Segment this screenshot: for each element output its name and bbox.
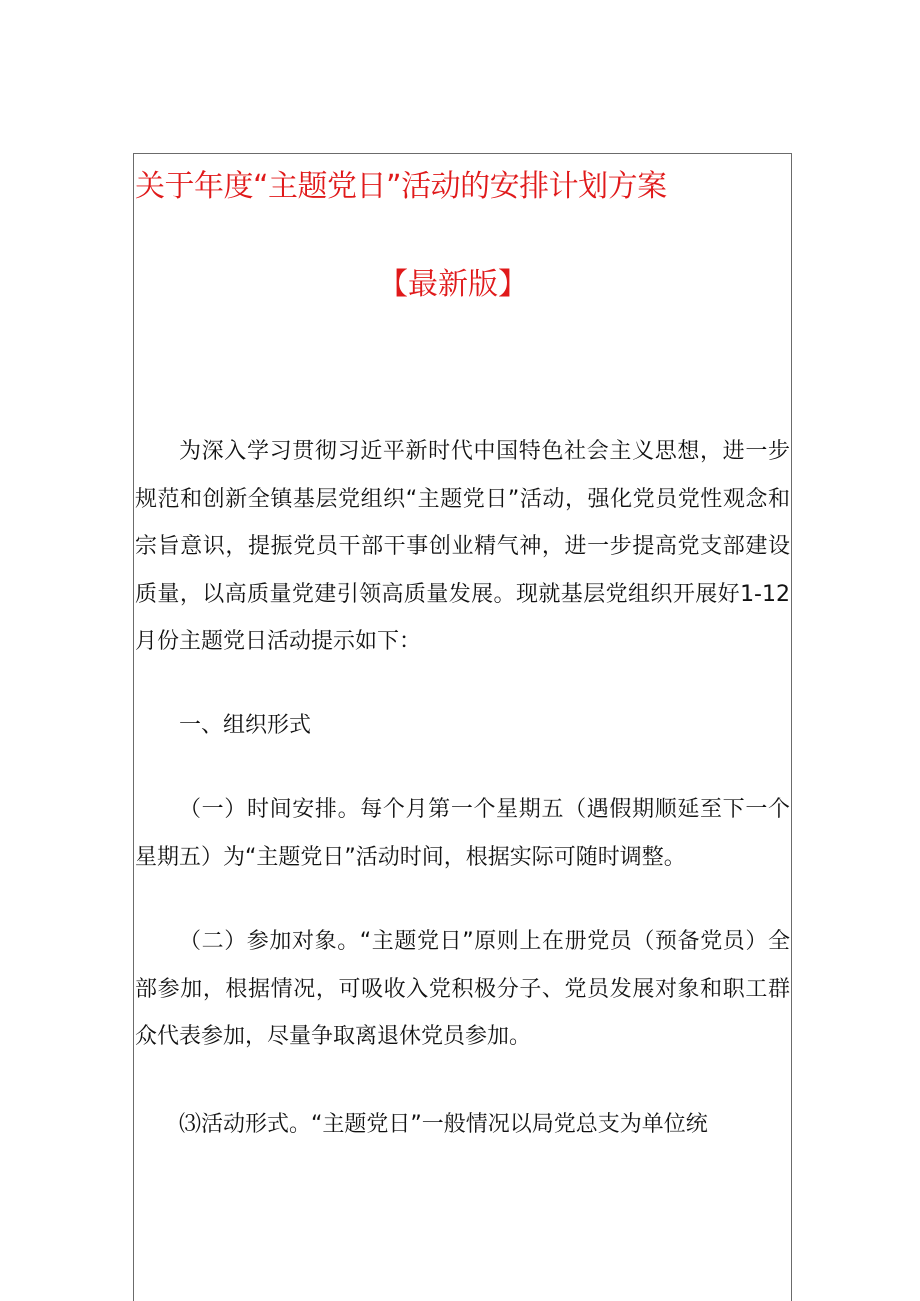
section-one-heading: 一、组织形式 xyxy=(179,713,312,738)
intro-paragraph-block xyxy=(135,428,790,666)
item-three-block xyxy=(135,1101,790,1149)
document-subtitle: 【最新版】 xyxy=(378,267,528,302)
section-heading-block xyxy=(135,702,790,750)
item-two-paragraph: （二）参加对象。“主题党日”原则上在册党员（预备党员）全部参加，根据情况，可吸收入党积极分子、党员发展对象和职工群众代表参加，尽量争取离退休党员参加。 xyxy=(135,929,790,1049)
item-one-paragraph: （一）时间安排。每个月第一个星期五（遇假期顺延至下一个星期五）为“主题党日”活动时间，根据实际可随时调整。 xyxy=(135,797,790,870)
item-one-block xyxy=(135,786,790,881)
document-title: 关于年度“主题党日”活动的安排计划方案 xyxy=(135,169,667,204)
intro-paragraph: 为深入学习贯彻习近平新时代中国特色社会主义思想，进一步规范和创新全镇基层党组织“主题党日”活动，强化党员党性观念和宗旨意识，提振党员干部干事创业精气神，进一步提高党支部建设质量，以高质量党建引领高质量发展。现就基层党组织开展好1-12月份主题党日活动提示如下： xyxy=(135,439,790,654)
item-three-paragraph: ⑶活动形式。“主题党日”一般情况以局党总支为单位统 xyxy=(179,1112,708,1137)
item-two-block xyxy=(135,918,790,1061)
